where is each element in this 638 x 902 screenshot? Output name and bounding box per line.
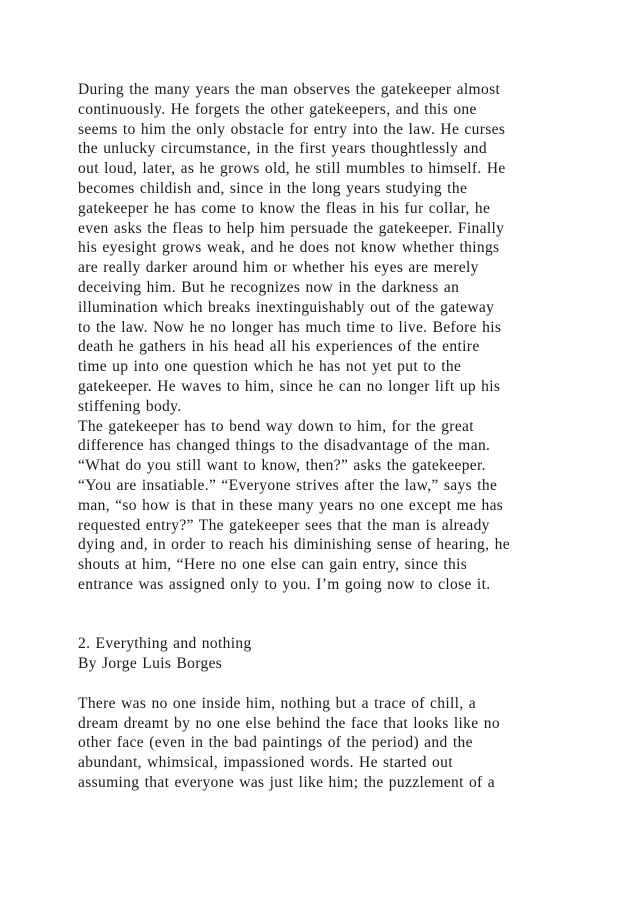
text-line: stiffening body. xyxy=(78,397,182,415)
paragraph-spacer xyxy=(78,615,578,635)
text-line: other face (even in the bad paintings of the period) and the xyxy=(78,734,473,752)
text-line: assuming that everyone was just like him; the puzzlement of a xyxy=(78,773,496,791)
text-line: death he gathers in his head all his experiences of the entire xyxy=(78,338,480,356)
text-line: illumination which breaks inextinguishably out of the gateway xyxy=(78,298,495,316)
text-line: The gatekeeper has to bend way down to him, for the great xyxy=(78,417,474,435)
text-line: to the law. Now he no longer has much time to live. Before his xyxy=(78,318,502,336)
text-line: “You are insatiable.” “Everyone strives after the law,” says the xyxy=(78,476,498,494)
text-line: entrance was assigned only to you. I’m going now to close it. xyxy=(78,575,491,593)
text-line: dream dreamt by no one else behind the face that looks like no xyxy=(78,714,500,732)
text-line: time up into one question which he has not yet put to the xyxy=(78,358,462,376)
text-line: shouts at him, “Here no one else can gain entry, since this xyxy=(78,556,468,574)
text-line: abundant, whimsical, impassioned words. He started out xyxy=(78,754,453,772)
text-line: are really darker around him or whether his eyes are merely xyxy=(78,259,479,277)
text-line: deceiving him. But he recognizes now in the darkness an xyxy=(78,278,460,296)
text-line: becomes childish and, since in the long years studying the xyxy=(78,179,468,197)
text-line: difference has changed things to the disadvantage of the man. xyxy=(78,437,491,455)
paragraph-spacer xyxy=(78,674,578,694)
text-line: man, “so how is that in these many years no one except me has xyxy=(78,496,504,514)
text-line: his eyesight grows weak, and he does not know whether things xyxy=(78,239,500,257)
section-title: 2. Everything and nothing xyxy=(78,635,252,653)
text-line: the unlucky circumstance, in the first years thoughtlessly and xyxy=(78,140,487,158)
paragraph-gatekeeper-dialogue xyxy=(78,417,578,595)
section-author: By Jorge Luis Borges xyxy=(78,655,223,673)
text-line: During the many years the man observes the gatekeeper almost xyxy=(78,81,501,98)
text-line: requested entry?” The gatekeeper sees that the man is already xyxy=(78,516,490,534)
paragraph-spacer xyxy=(78,595,578,615)
paragraph-gatekeeper-observation xyxy=(78,80,578,417)
text-line: out loud, later, as he grows old, he still mumbles to himself. He xyxy=(78,160,506,178)
text-line: gatekeeper he has come to know the fleas in his fur collar, he xyxy=(78,199,491,217)
text-line: continuously. He forgets the other gatekeepers, and this one xyxy=(78,100,477,118)
text-line: dying and, in order to reach his diminishing sense of hearing, he xyxy=(78,536,510,554)
text-line: There was no one inside him, nothing but a trace of chill, a xyxy=(78,694,477,712)
text-line: even asks the fleas to help him persuade the gatekeeper. Finally xyxy=(78,219,505,237)
section-heading xyxy=(78,634,578,674)
text-line: “What do you still want to know, then?” asks the gatekeeper. xyxy=(78,457,486,475)
text-line: seems to him the only obstacle for entry into the law. He curses xyxy=(78,120,506,138)
document-text xyxy=(78,80,578,793)
paragraph-everything-and-nothing xyxy=(78,694,578,793)
text-line: gatekeeper. He waves to him, since he can no longer lift up his xyxy=(78,377,501,395)
